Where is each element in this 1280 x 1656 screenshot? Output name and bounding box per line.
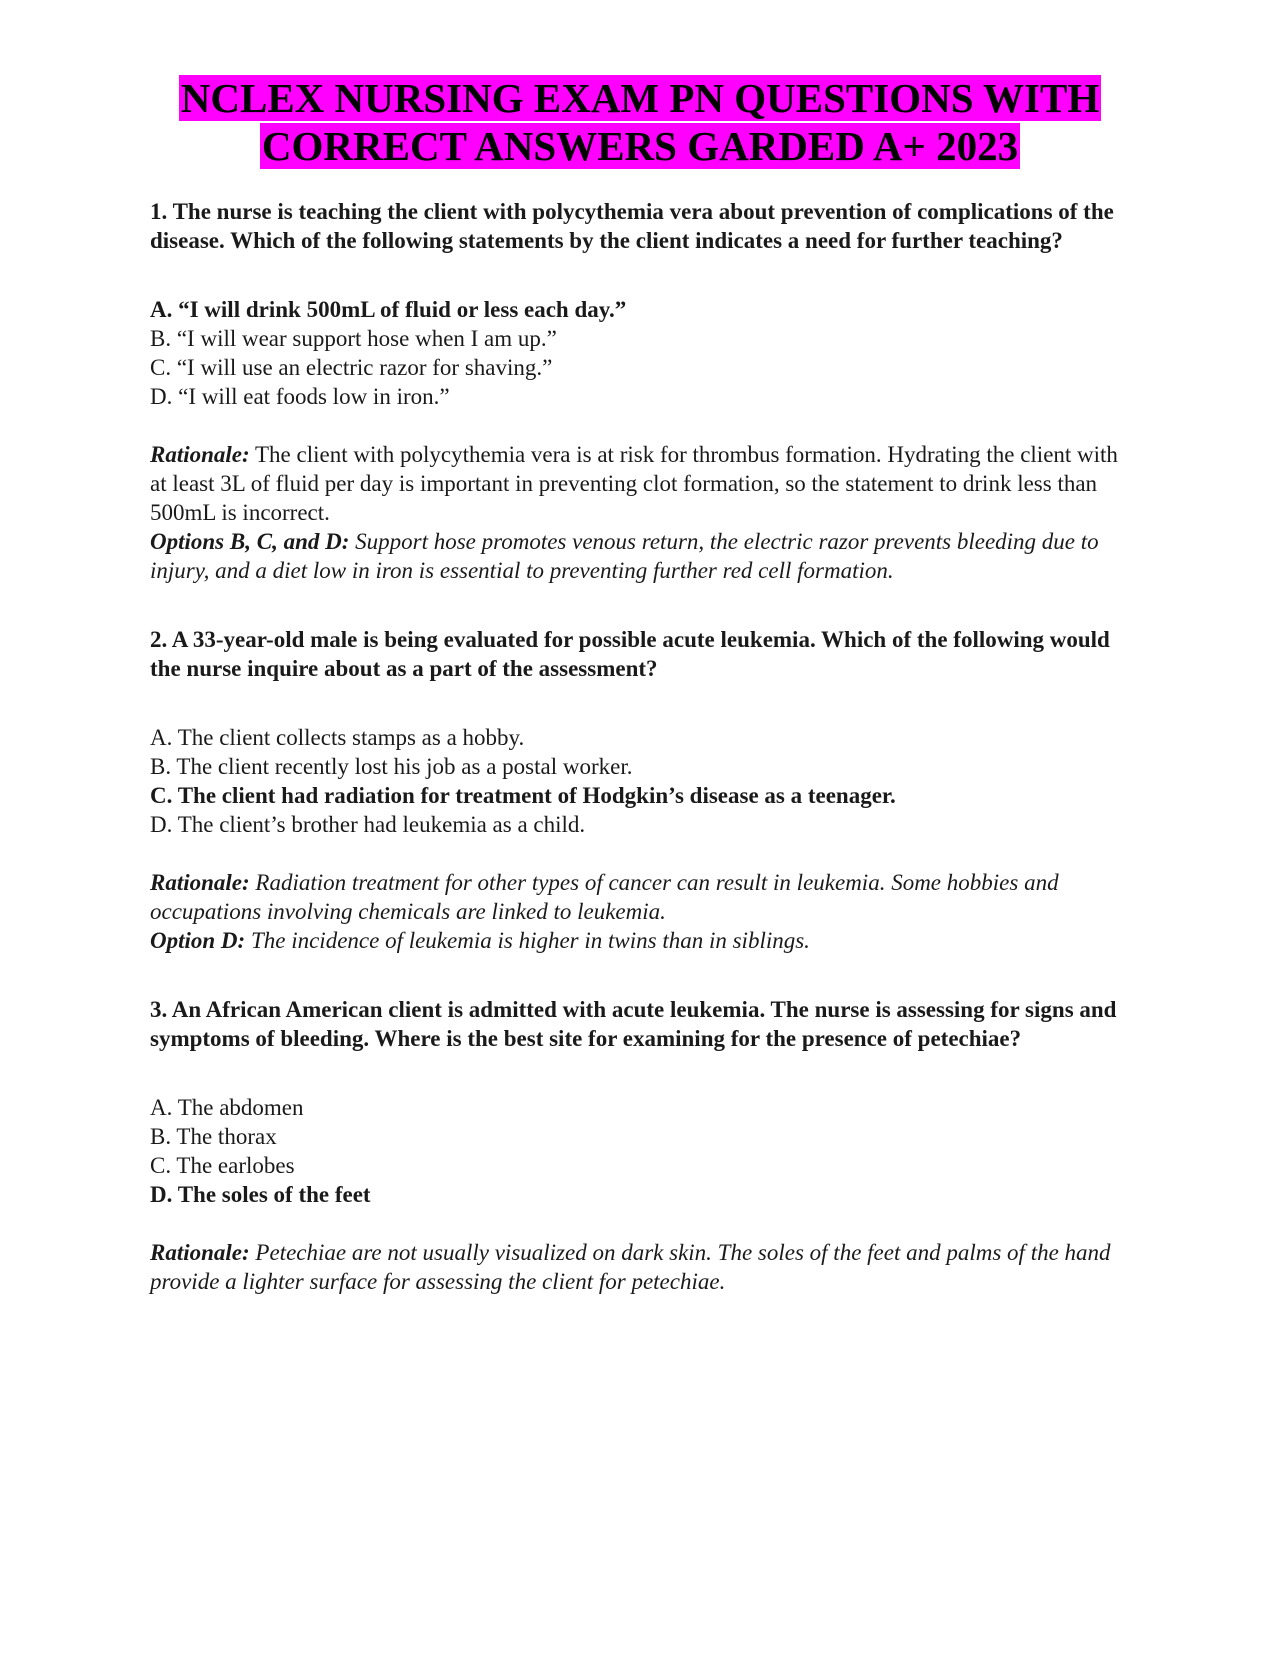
answer-option: C. The earlobes <box>150 1153 295 1178</box>
options-explanation-text: Support hose promotes venous return, the electric razor prevents bleeding due to injury, and a diet low in iron is essential to preventing further red cell formation. <box>150 529 1099 583</box>
answer-option: D. “I will eat foods low in iron.” <box>150 384 450 409</box>
rationale-text: Radiation treatment for other types of cancer can result in leukemia. Some hobbies and occupations involving chemicals are linked to leukemia. <box>150 870 1059 924</box>
answer-options <box>150 723 1135 839</box>
rationale-label: Rationale: <box>150 870 250 895</box>
answer-option: D. The client’s brother had leukemia as a child. <box>150 812 586 837</box>
question-stem: 1. The nurse is teaching the client with polycythemia vera about prevention of complications of the disease. Which of the following statements by the client indicates a need for further teaching? <box>150 199 1114 253</box>
answer-option-correct: C. The client had radiation for treatment of Hodgkin’s disease as a teenager. <box>150 783 896 808</box>
answer-option: B. The thorax <box>150 1124 277 1149</box>
answer-option: B. “I will wear support hose when I am up.” <box>150 326 557 351</box>
rationale-text: Petechiae are not usually visualized on dark skin. The soles of the feet and palms of the hand provide a lighter surface for assessing the client for petechiae. <box>150 1240 1111 1294</box>
rationale-text: The client with polycythemia vera is at risk for thrombus formation. Hydrating the client with at least 3L of fluid per day is important in preventing clot formation, so the statement to drink less than 500mL is incorrect. <box>150 442 1118 525</box>
answer-options <box>150 1093 1135 1209</box>
questions-content <box>150 197 1135 1336</box>
answer-option: A. The client collects stamps as a hobby. <box>150 725 525 750</box>
title-line-1: NCLEX NURSING EXAM PN QUESTIONS WITH <box>180 75 1100 121</box>
options-explanation-label: Option D: <box>150 928 246 953</box>
answer-option: C. “I will use an electric razor for shaving.” <box>150 355 553 380</box>
question-stem: 3. An African American client is admitted with acute leukemia. The nurse is assessing for signs and symptoms of bleeding. Where is the best site for examining for the presence of petechiae? <box>150 997 1117 1051</box>
rationale <box>150 440 1135 585</box>
question-block-3 <box>150 995 1135 1296</box>
answer-option: B. The client recently lost his job as a postal worker. <box>150 754 633 779</box>
answer-option: A. The abdomen <box>150 1095 304 1120</box>
rationale-label: Rationale: <box>150 442 250 467</box>
rationale <box>150 1238 1135 1296</box>
answer-options <box>150 295 1135 411</box>
answer-option-correct: D. The soles of the feet <box>150 1182 371 1207</box>
title-line-2: CORRECT ANSWERS GARDED A+ 2023 <box>261 123 1019 169</box>
question-stem: 2. A 33-year-old male is being evaluated for possible acute leukemia. Which of the following would the nurse inquire about as a part of the assessment? <box>150 627 1110 681</box>
options-explanation-text: The incidence of leukemia is higher in twins than in siblings. <box>245 928 810 953</box>
answer-option-correct: A. “I will drink 500mL of fluid or less each day.” <box>150 297 627 322</box>
question-block-1 <box>150 197 1135 585</box>
question-block-2 <box>150 625 1135 955</box>
document-title <box>0 74 1280 170</box>
rationale <box>150 868 1135 955</box>
options-explanation-label: Options B, C, and D: <box>150 529 350 554</box>
rationale-label: Rationale: <box>150 1240 250 1265</box>
